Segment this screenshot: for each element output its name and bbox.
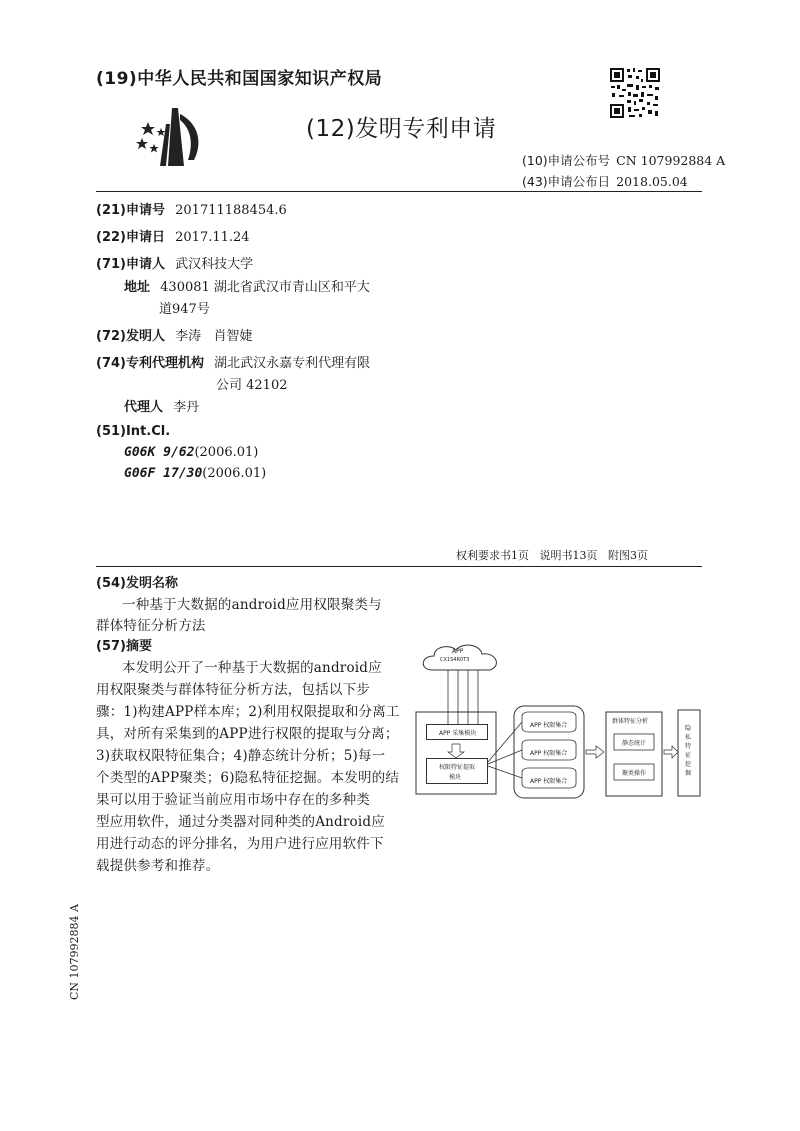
figure-cluster-label: 聚类操作 (622, 770, 647, 777)
qr-code (609, 67, 661, 119)
invention-title-label (96, 572, 178, 591)
inventor-label: (72)发明人 (96, 329, 165, 344)
application-number-value: 201711188454.6 (175, 203, 287, 218)
application-number-row (96, 199, 287, 218)
publication-number-value: CN 107992884 A (616, 153, 726, 168)
abstract-figure (410, 640, 710, 805)
office-name: (19)中华人民共和国国家知识产权局 (96, 69, 383, 89)
abstract-line: 骤：1)构建APP样本库；2)利用权限提取和分离工 (96, 704, 400, 720)
figure-set-3: APP 权限集合 (530, 778, 568, 785)
header-divider (96, 191, 702, 192)
document-type-title: (12)发明专利申请 (306, 116, 497, 142)
page-counts: 权利要求书1页 说明书13页 附图3页 (456, 549, 648, 562)
agent-row (124, 396, 199, 415)
inventor-row (96, 325, 253, 344)
figure-cloud-sub: CX1S4R0T3 (440, 657, 470, 663)
ipc-class-1-code: G06K 9/62 (124, 445, 195, 460)
abstract-line: 果可以用于验证当前应用市场中存在的多种类 (96, 792, 370, 808)
inventor-value: 李涛 肖智婕 (175, 329, 253, 344)
abstract-label-text: (57)摘要 (96, 639, 152, 654)
publication-date-label: (43)申请公布日 (522, 174, 611, 189)
figure-extract-module (426, 758, 488, 784)
address-line-2: 道947号 (159, 302, 210, 317)
abstract-line: 本发明公开了一种基于大数据的android应 (122, 660, 382, 676)
address-label: 地址 (124, 280, 151, 295)
figure-cloud-label: APP (452, 648, 464, 655)
application-date-value: 2017.11.24 (175, 230, 250, 245)
biblio-divider (96, 566, 702, 567)
abstract-line: 用进行动态的评分排名，为用户进行应用软件下 (96, 836, 384, 852)
ipc-class-2-version: (2006.01) (202, 466, 267, 481)
publication-number (522, 151, 725, 169)
figure-privacy-label: 隐私特征挖掘 (685, 725, 692, 777)
agency-line-2: 公司 42102 (216, 378, 288, 393)
figure-collect-module (426, 724, 488, 740)
ipc-class-1-version: (2006.01) (194, 445, 259, 460)
figure-extract-label-1: 权限特征提取 (439, 764, 476, 771)
abstract-line: 型应用软件，通过分类器对同种类的Android应 (96, 814, 385, 830)
ipc-class-2 (124, 466, 266, 481)
abstract-label (96, 635, 152, 654)
figure-group-title: 群体特征分析 (612, 718, 649, 725)
agency-row (96, 352, 370, 371)
cnipa-logo (132, 104, 210, 170)
agency-label: (74)专利代理机构 (96, 356, 204, 371)
invention-title-label-text: (54)发明名称 (96, 576, 178, 591)
abstract-line: 3)获取权限特征集合；4)静态统计分析；5)每一 (96, 748, 386, 764)
publication-date-value: 2018.05.04 (616, 174, 688, 189)
address-line-1: 430081 湖北省武汉市青山区和平大 (160, 280, 370, 295)
figure-set-2: APP 权限集合 (530, 750, 568, 757)
figure-collect-label: APP 采集模块 (439, 730, 477, 737)
ipc-class-2-code: G06F 17/30 (124, 466, 203, 481)
applicant-value: 武汉科技大学 (175, 257, 254, 272)
intcl-label-text: (51)Int.Cl. (96, 424, 171, 439)
publication-number-label: (10)申请公布号 (522, 153, 611, 168)
invention-title-line-2: 群体特征分析方法 (96, 618, 206, 634)
agency-line-1: 湖北武汉永嘉专利代理有限 (214, 356, 371, 371)
application-number-label: (21)申请号 (96, 203, 165, 218)
abstract-line: 载提供参考和推荐。 (96, 858, 220, 874)
invention-title-line-1: 一种基于大数据的android应用权限聚类与 (122, 597, 382, 613)
intcl-label (96, 424, 170, 439)
abstract-line: 用权限聚类与群体特征分析方法，包括以下步 (96, 682, 370, 698)
agent-label: 代理人 (124, 400, 164, 415)
applicant-row (96, 253, 253, 272)
application-date-row (96, 226, 250, 245)
agent-value: 李丹 (173, 400, 200, 415)
address-row (124, 276, 370, 295)
publication-date (522, 172, 688, 190)
side-publication-number: CN 107992884 A (68, 904, 81, 1000)
figure-set-1: APP 权限集合 (530, 722, 568, 729)
applicant-label: (71)申请人 (96, 257, 165, 272)
abstract-line: 个类型的APP聚类；6)隐私特征挖掘。本发明的结 (96, 770, 400, 786)
application-date-label: (22)申请日 (96, 230, 165, 245)
figure-static-label: 静态统计 (622, 740, 647, 747)
figure-extract-label-2: 模块 (449, 774, 462, 781)
ipc-class-1 (124, 445, 258, 460)
abstract-line: 具，对所有采集到的APP进行权限的提取与分离； (96, 726, 399, 742)
